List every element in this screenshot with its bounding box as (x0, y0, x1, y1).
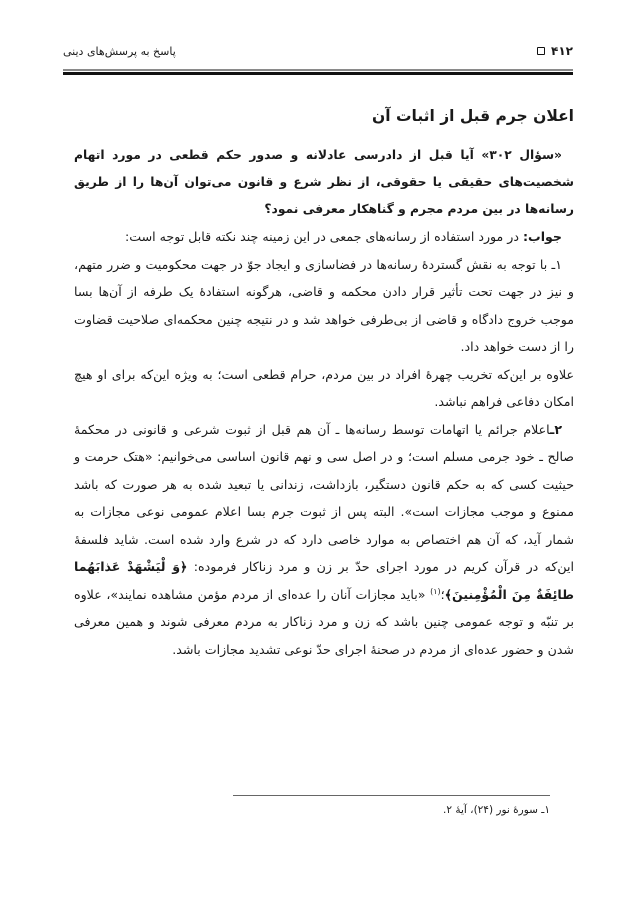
page-content (74, 104, 574, 663)
question-text: آیا قبل از دادرسی عادلانه و صدور حکم قطعی در مورد اتهام شخصیت‌های حقیقی یا حقوقی، از نظر شرع و قانون می‌توان آن‌ها را از طریق رسانه‌ها در بین مردم مجرم و گناهکار معرفی نمود؟ (74, 148, 574, 216)
header-rule-thick (63, 72, 573, 75)
question-paragraph (74, 142, 574, 223)
page-number-group (537, 44, 573, 58)
book-title: پاسخ به پرسش‌های دینی (63, 45, 176, 58)
quran-verse: ﴿وَ لْيَشْهَدْ عَذابَهُما طائِفَةٌ مِنَ الْمُؤْمِنينَ﴾ (74, 559, 574, 602)
answer-intro (74, 223, 574, 251)
verse-punctuation: ؛ (440, 586, 445, 602)
footnote-rule (233, 795, 550, 796)
header-rule-thin (63, 69, 573, 71)
answer-label: جواب: (523, 229, 562, 244)
point-2-text: اعلام جرائم یا اتهامات توسط رسانه‌ها ـ آن هم قبل از ثبوت شرعی و قانونی در محکمهٔ صالح ـ خود جرمی مسلم است؛ و در اصل سی و نهم قانون اساسی می‌خوانیم: «هتک حرمت و حیثیت کسی که به حکم قانون دستگیر، بازداشت، زندانی یا تبعید شده به هر صورت که باشد ممنوع و موجب مجازات است». البته پس از ثبوت جرم بسا اعلام عمومی نوعی مجازات به شمار آید، که آن هم اختصاص به موارد خاصی دارد که در شرع وارد شده است. شاید فلسفهٔ این‌که در قرآن کریم در مورد اجرای حدّ بر زن و مرد زناکار فرموده: (74, 421, 574, 574)
footnote-reference[interactable]: (۱) (430, 586, 441, 596)
question-label: «سؤال ۳۰۲» (481, 148, 562, 162)
page-number: ۴۱۲ (551, 44, 573, 58)
point-2-paragraph (74, 416, 574, 664)
section-title: اعلان جرم قبل از اثبات آن (372, 107, 574, 125)
answer-intro-text: در مورد استفاده از رسانه‌های جمعی در این زمینه چند نکته قابل توجه است: (125, 229, 524, 244)
running-header (63, 44, 573, 64)
point-1-continuation: علاوه بر این‌که تخریب چهرهٔ افراد در بین مردم، حرام قطعی است؛ به ویژه این‌که برای او هیچ امکان دفاعی فراهم نباشد. (74, 366, 574, 409)
footnote-1: ۱ـ سورهٔ نور (۲۴)، آیهٔ ۲. (443, 804, 550, 816)
point-1-paragraph: ۱ـ با توجه به نقش گستردهٔ رسانه‌ها در فضاسازی و ایجاد جوّ در جهت محکومیت و ضرر متهم، و نیز در جهت تحت تأثیر قرار دادن محکمه و قاضی، هرگونه استفادهٔ یک طرفه از آن‌ها بسا موجب خروج دادگاه و قاضی از بی‌طرفی خواهد شد و در نتیجه چنین محکمه‌ای صلاحیت قضاوت را از دست خواهد داد. (74, 256, 574, 354)
point-2-number: ۲ـ (550, 421, 562, 437)
point-2-tail: «باید مجازات آنان را عده‌ای از مردم مؤمن مشاهده نمایند»، علاوه بر تنبّه و توجه عمومی چنین باشد که زن و مرد زناکار به مردم معرفی شوند و همین معرفی شدن و حضور عده‌ای از مردم در صحنهٔ اجرای حدّ نوعی تشدید مجازات باشد. (74, 586, 574, 657)
square-icon (537, 47, 545, 55)
